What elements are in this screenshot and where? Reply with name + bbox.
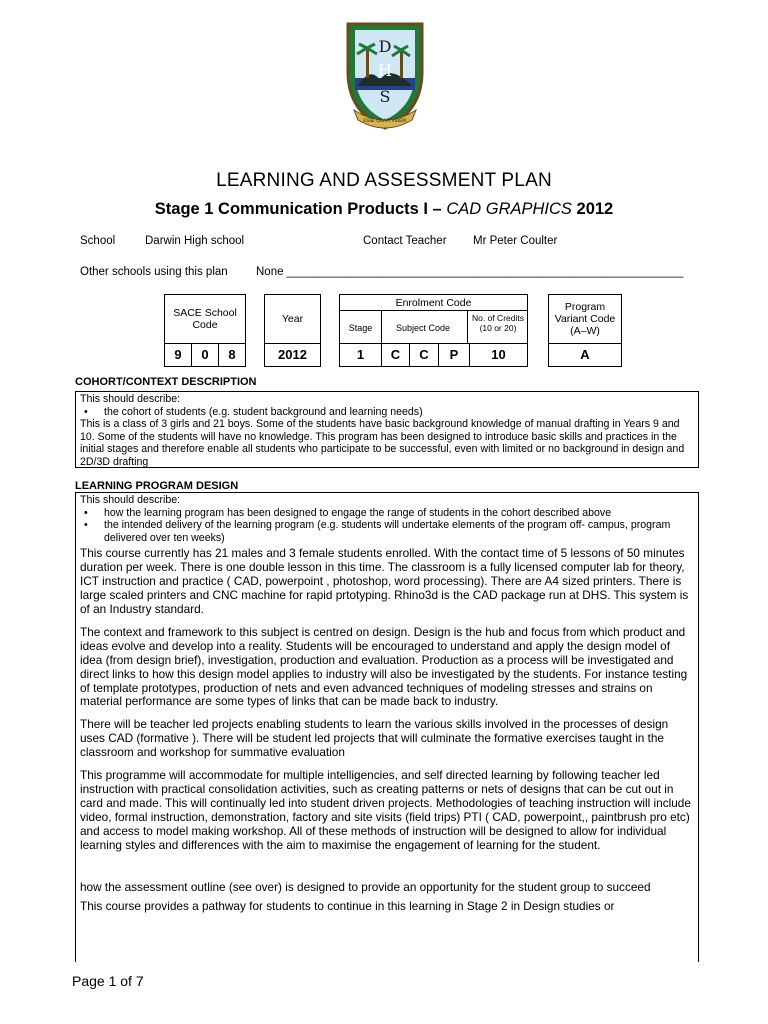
logo-motto: ESSE QUAM VIDERI bbox=[363, 119, 407, 124]
subtitle-year: 2012 bbox=[571, 200, 614, 218]
credits-value: 10 bbox=[469, 344, 527, 366]
program-variant-box bbox=[548, 294, 622, 367]
contact-teacher-label: Contact Teacher bbox=[363, 235, 447, 247]
other-schools-value: None ______________________________________________________________ bbox=[256, 266, 684, 278]
logo-letter-h: H bbox=[378, 61, 392, 80]
cohort-text: This is a class of 3 girls and 21 boys. Some of the students have basic background knowledge of manual drafting in Years 9 and 10. Some of the students will have no knowledge. This program has been designed to introduce basic skills and practices in the initial stages and therefore enable all students who participate to be successful, even with limited or no background in design and 2D/3D drafting bbox=[80, 418, 685, 468]
program-variant-label: Program Variant Code (A–W) bbox=[554, 301, 616, 337]
design-paragraph-5: how the assessment outline (see over) is designed to provide an opportunity for the student group to succeed bbox=[80, 879, 651, 894]
design-intro: This should describe: bbox=[80, 494, 181, 506]
sace-code-digit: 9 bbox=[174, 347, 182, 362]
credits-label: No. of Credits (10 or 20) bbox=[472, 313, 524, 333]
sace-school-code-box bbox=[164, 294, 246, 367]
stage-value: 1 bbox=[356, 347, 365, 362]
sace-school-code-label: SACE School Code bbox=[173, 307, 237, 331]
program-variant-value: A bbox=[580, 347, 590, 362]
logo-letter-d: D bbox=[378, 37, 392, 56]
document-title: LEARNING AND ASSESSMENT PLAN bbox=[216, 170, 552, 191]
subtitle-course-name: CAD GRAPHICS bbox=[446, 200, 572, 218]
design-paragraph-1: This course currently has 21 males and 3 female students enrolled. With the contact time of 5 lessons of 50 minutes duration per week. There is one double lesson in this time. The classroom is a fully licensed computer lab for theory, ICT instruction and practice ( CAD, powerpoint , photoshop, word processing). There are A4 sized printers. There is large scaled printers and CNC machine for rapid prtotyping. Rhino3d is the CAD package run at DHS. This system is of an Industry standard. bbox=[80, 546, 689, 616]
design-box bbox=[75, 492, 699, 962]
subject-code-label: Subject Code bbox=[395, 323, 451, 333]
document-subtitle bbox=[0, 200, 768, 219]
enrolment-code-box bbox=[339, 294, 528, 367]
subject-code-letter: P bbox=[438, 344, 469, 366]
design-bullet-1: • how the learning program has been designed to engage the range of students in the cohort described above bbox=[80, 507, 694, 520]
sace-code-digit: 0 bbox=[191, 344, 218, 366]
cohort-heading: COHORT/CONTEXT DESCRIPTION bbox=[75, 376, 257, 388]
design-paragraph-2: The context and framework to this subject is centred on design. Design is the hub and focus from which product and ideas evolve and develop into a reality. Students will be encouraged to understand and apply the design model of idea (from design brief), investigation, production and evaluation. Production as a process will be investigated and direct links to how this design model applies to industry will also be investigated by the students. For instance testing of template prototypes, production of nets and even advanced techniques of modeling stresses and strains on material performance are some types of links that can be made back to industry. bbox=[80, 624, 688, 709]
school-crest-logo bbox=[340, 20, 430, 132]
subtitle-course: Stage 1 Communication Products I – bbox=[154, 200, 447, 218]
logo-letter-s: S bbox=[379, 87, 391, 106]
contact-teacher-value: Mr Peter Coulter bbox=[473, 235, 558, 247]
enrolment-code-cells bbox=[340, 343, 527, 366]
stage-label: Stage bbox=[348, 323, 373, 333]
cohort-box bbox=[75, 391, 699, 468]
design-paragraph-4: This programme will accommodate for multiple intelligencies, and self directed learning by following teacher led instruction with practical consolidation activities, such as creating patterns or nets of designs that can be cut out in card and made. This will continually led into student driven projects. Methodologies of teaching instruction will include video, formal instruction, demonstration, factory and site visits (field trips) PTI ( CAD, powerpoint,, paintbrush pro etc) and access to model making workshop. All of these methods of instruction will be designed to allow for individual learning styles and differences with the aim to maximise the engagement of learning for the student. bbox=[80, 768, 691, 852]
sace-code-digit: 8 bbox=[218, 344, 245, 366]
cohort-bullet: • the cohort of students (e.g. student background and learning needs) bbox=[80, 406, 694, 419]
sace-school-code-cells bbox=[165, 343, 245, 366]
design-heading: LEARNING PROGRAM DESIGN bbox=[75, 480, 239, 492]
subject-code-letter: C bbox=[381, 344, 409, 366]
cohort-intro: This should describe: bbox=[80, 393, 181, 405]
enrolment-code-label: Enrolment Code bbox=[395, 297, 472, 309]
year-value: 2012 bbox=[278, 347, 307, 362]
school-value: Darwin High school bbox=[145, 235, 245, 247]
program-variant-cells bbox=[549, 343, 621, 366]
year-cells bbox=[265, 343, 320, 366]
year-box bbox=[264, 294, 321, 367]
design-paragraph-3: There will be teacher led projects enabling students to learn the various skills involved in the processes of design uses CAD (formative ). There will be student led projects that will culminate the formative exercises taught in the classroom and workshop for summative evaluation bbox=[80, 717, 669, 760]
school-label: School bbox=[80, 235, 116, 247]
design-bullet-2: • the intended delivery of the learning program (e.g. students will undertake elements of the program off- campus, program delivered over ten weeks) bbox=[80, 519, 694, 544]
design-paragraph-6: This course provides a pathway for students to continue in this learning in Stage 2 in Design studies or bbox=[80, 899, 615, 914]
other-schools-label: Other schools using this plan bbox=[80, 266, 228, 278]
year-label: Year bbox=[281, 313, 304, 325]
subject-code-letter: C bbox=[409, 344, 438, 366]
page-number: Page 1 of 7 bbox=[72, 973, 144, 989]
